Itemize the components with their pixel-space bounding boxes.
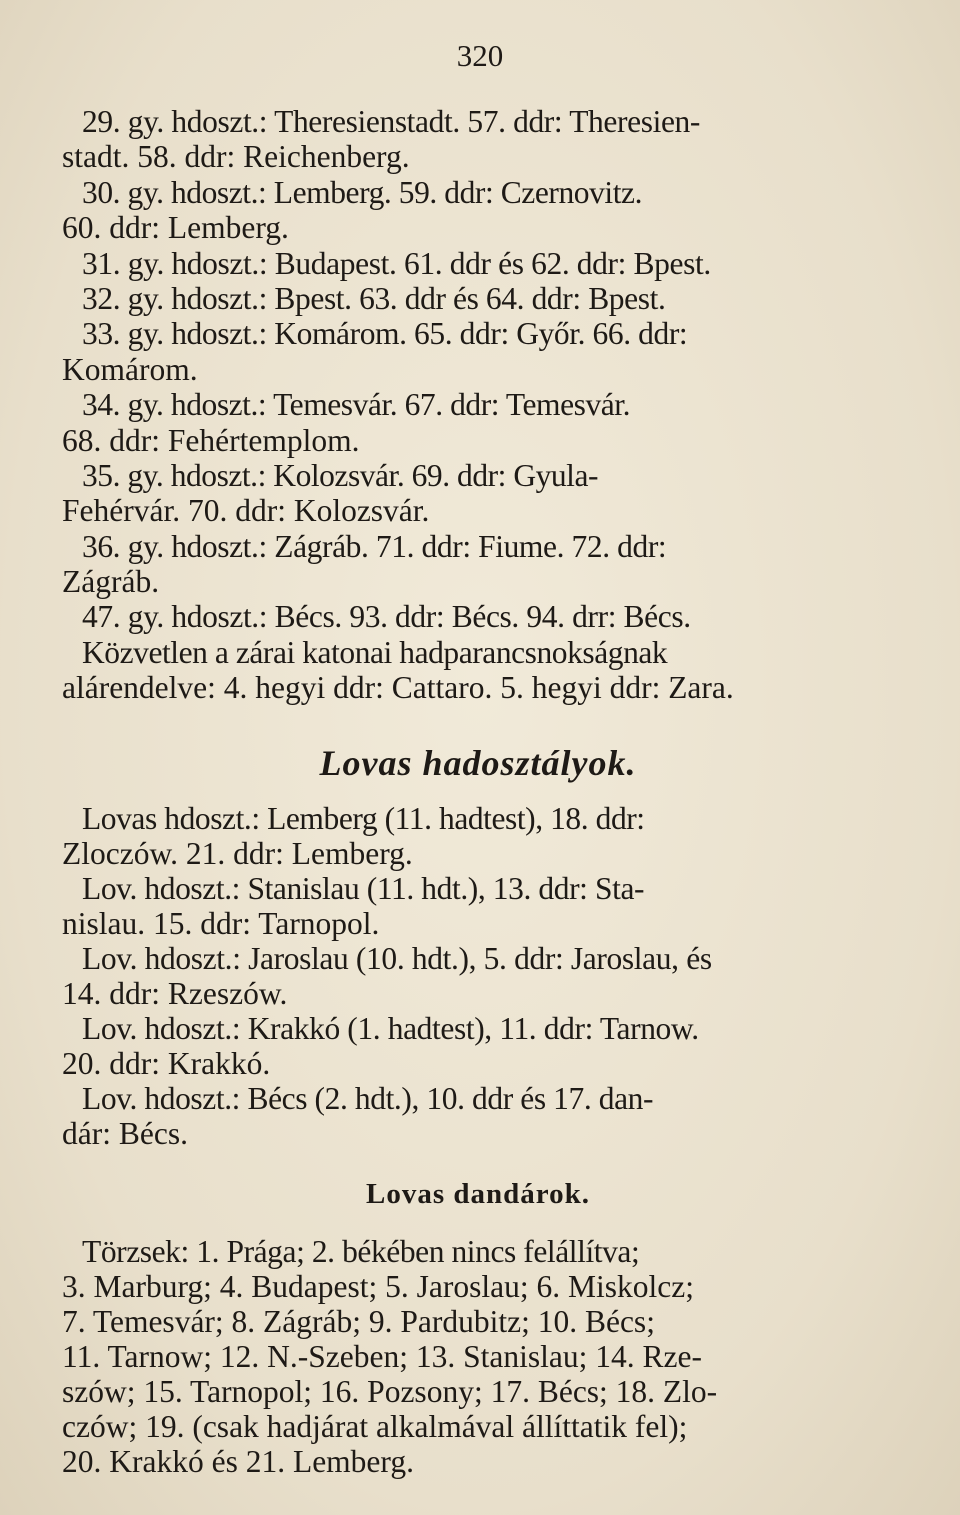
text-line: 20. ddr: Krakkó.	[62, 1045, 271, 1081]
cavalry-divisions-list	[62, 801, 894, 1151]
text-line: 11. Tarnow; 12. N.-Szeben; 13. Stanislau; 14. Rze-	[62, 1338, 702, 1374]
text-line: 3. Marburg; 4. Budapest; 5. Jaroslau; 6. Miskolcz;	[62, 1268, 694, 1304]
heading-cavalry-divisions: Lovas hadosztályok.	[319, 742, 637, 783]
text-line: Törzsek: 1. Prága; 2. békében nincs felállítva;	[82, 1233, 640, 1269]
text-line: 20. Krakkó és 21. Lemberg.	[62, 1443, 414, 1479]
text-line: Komárom.	[62, 351, 198, 387]
text-line: Közvetlen a zárai katonai hadparancsnokságnak	[82, 634, 668, 670]
text-line: 33. gy. hdoszt.: Komárom. 65. ddr: Győr. 66. ddr:	[82, 316, 688, 352]
text-line: alárendelve: 4. hegyi ddr: Cattaro. 5. hegyi ddr: Zara.	[62, 670, 734, 706]
text-line: Lov. hdoszt.: Stanislau (11. hdt.), 13. ddr: Sta-	[82, 870, 645, 906]
text-line: 30. gy. hdoszt.: Lemberg. 59. ddr: Czernovitz.	[82, 174, 643, 210]
text-line: 47. gy. hdoszt.: Bécs. 93. ddr: Bécs. 94. drr: Bécs.	[82, 599, 691, 635]
text-line: 36. gy. hdoszt.: Zágráb. 71. ddr: Fiume. 72. ddr:	[82, 528, 667, 564]
text-line: 35. gy. hdoszt.: Kolozsvár. 69. ddr: Gyula-	[82, 457, 599, 493]
text-line: stadt. 58. ddr: Reichenberg.	[62, 139, 410, 175]
text-line: Zágráb.	[62, 564, 160, 600]
text-line: Zloczów. 21. ddr: Lemberg.	[62, 835, 413, 871]
text-line: dár: Bécs.	[62, 1115, 188, 1151]
text-line: 68. ddr: Fehértemplom.	[62, 422, 360, 458]
heading-cavalry-brigades: Lovas dandárok.	[366, 1177, 590, 1210]
text-line: 31. gy. hdoszt.: Budapest. 61. ddr és 62. ddr: Bpest.	[82, 245, 711, 281]
cavalry-brigades-list	[62, 1234, 894, 1479]
text-line: Lovas hdoszt.: Lemberg (11. hadtest), 18. ddr:	[82, 800, 645, 836]
text-line: 14. ddr: Rzeszów.	[62, 975, 288, 1011]
text-line: 7. Temesvár; 8. Zágráb; 9. Pardubitz; 10. Bécs;	[62, 1303, 655, 1339]
text-line: 29. gy. hdoszt.: Theresienstadt. 57. ddr: Theresien-	[82, 104, 701, 139]
text-line: Lov. hdoszt.: Jaroslau (10. hdt.), 5. ddr: Jaroslau, és	[82, 940, 712, 976]
text-line: 34. gy. hdoszt.: Temesvár. 67. ddr: Temesvár.	[82, 387, 631, 423]
text-line: 32. gy. hdoszt.: Bpest. 63. ddr és 64. ddr: Bpest.	[82, 280, 666, 316]
infantry-divisions-list	[62, 104, 894, 706]
page-content	[62, 104, 894, 1479]
text-line: nislau. 15. ddr: Tarnopol.	[62, 905, 380, 941]
text-line: czów; 19. (csak hadjárat alkalmával állíttatik fel);	[62, 1408, 688, 1444]
text-line: Lov. hdoszt.: Bécs (2. hdt.), 10. ddr és 17. dan-	[82, 1080, 654, 1116]
text-line: szów; 15. Tarnopol; 16. Pozsony; 17. Bécs; 18. Zlo-	[62, 1373, 718, 1409]
text-line: Fehérvár. 70. ddr: Kolozsvár.	[62, 493, 430, 529]
page-number: 320	[456, 38, 504, 73]
text-line: 60. ddr: Lemberg.	[62, 210, 289, 246]
text-line: Lov. hdoszt.: Krakkó (1. hadtest), 11. ddr: Tarnow.	[82, 1010, 699, 1046]
